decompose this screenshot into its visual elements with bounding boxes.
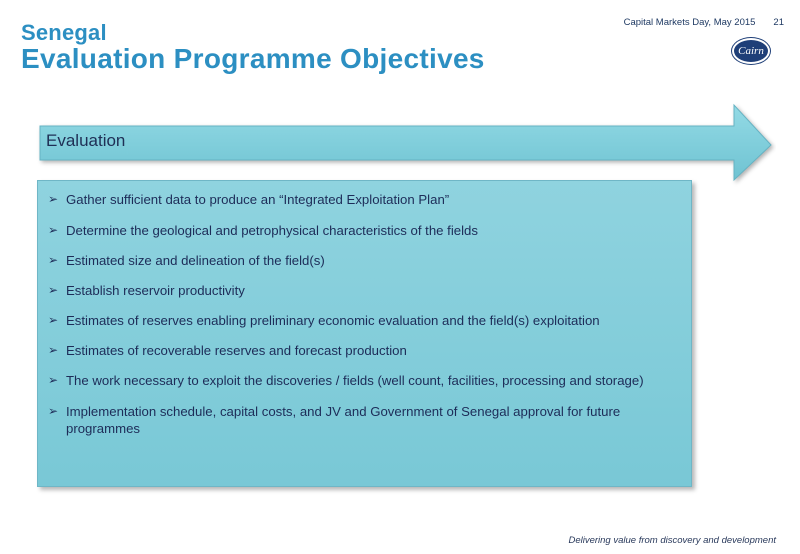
arrow-bullet-icon: ➢ bbox=[48, 192, 59, 206]
list-item-text: Determine the geological and petrophysical characteristics of the fields bbox=[66, 223, 478, 238]
list-item bbox=[48, 403, 677, 437]
page-title: Evaluation Programme Objectives bbox=[21, 43, 485, 74]
evaluation-arrow bbox=[36, 100, 776, 190]
list-item bbox=[48, 312, 677, 329]
arrow-bullet-icon: ➢ bbox=[48, 313, 59, 327]
logo-text: Cairn bbox=[738, 45, 764, 57]
list-item bbox=[48, 372, 677, 389]
list-item-text: Establish reservoir productivity bbox=[66, 283, 245, 298]
company-logo bbox=[732, 38, 770, 64]
list-item-text: Estimates of reserves enabling preliminary economic evaluation and the field(s) exploitation bbox=[66, 313, 600, 328]
arrow-label: Evaluation bbox=[46, 131, 126, 150]
event-label: Capital Markets Day, May 2015 bbox=[623, 17, 756, 28]
objectives-panel bbox=[37, 180, 692, 487]
page-number: 21 bbox=[773, 17, 784, 28]
arrow-bullet-icon: ➢ bbox=[48, 343, 59, 357]
arrow-bullet-icon: ➢ bbox=[48, 404, 59, 418]
list-item bbox=[48, 252, 677, 269]
list-item bbox=[48, 191, 677, 208]
list-item bbox=[48, 342, 677, 359]
arrow-bullet-icon: ➢ bbox=[48, 253, 59, 267]
arrow-bullet-icon: ➢ bbox=[48, 283, 59, 297]
list-item-text: Gather sufficient data to produce an “Integrated Exploitation Plan” bbox=[66, 192, 450, 207]
arrow-shape bbox=[36, 100, 776, 190]
footer-tagline: Delivering value from discovery and development bbox=[568, 535, 776, 546]
list-item-text: Implementation schedule, capital costs, and JV and Government of Senegal approval for future programmes bbox=[66, 404, 621, 436]
list-item bbox=[48, 282, 677, 299]
arrow-bullet-icon: ➢ bbox=[48, 373, 59, 387]
objectives-list bbox=[48, 191, 677, 437]
list-item bbox=[48, 222, 677, 239]
header-meta bbox=[624, 17, 784, 28]
list-item-text: The work necessary to exploit the discoveries / fields (well count, facilities, processing and storage) bbox=[66, 373, 644, 388]
list-item-text: Estimates of recoverable reserves and forecast production bbox=[66, 343, 407, 358]
list-item-text: Estimated size and delineation of the field(s) bbox=[66, 253, 325, 268]
arrow-bullet-icon: ➢ bbox=[48, 223, 59, 237]
page-title-country: Senegal bbox=[21, 20, 107, 45]
